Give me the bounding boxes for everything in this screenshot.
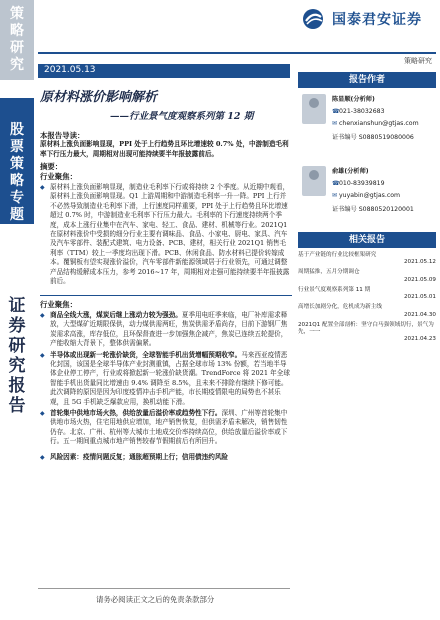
risk-text: 疫情问题反复；通胀超预期上行；信用债违约风险: [82, 452, 229, 461]
analyst-email-row[interactable]: [332, 120, 419, 127]
related-item[interactable]: [298, 322, 436, 343]
related-title[interactable]: 行业景气度观察系列第 11 期: [298, 286, 371, 293]
email-icon: ✉: [332, 192, 338, 199]
analyst-phone: 010-83939819: [339, 180, 385, 187]
analyst-card: [298, 92, 436, 152]
band-mid-label: 股 票 策 略 专 题: [10, 122, 24, 223]
analyst-phone: 021-38032683: [339, 108, 385, 115]
related-heading: 相关报告: [298, 232, 436, 248]
header-rule: [38, 52, 436, 54]
logo-text: 国泰君安证券: [332, 12, 422, 28]
bullet-4-text: 深圳、广州等首轮集中供地市场火热，住宅用地供应增加，地产销售恢复，但供需矛盾未解决，销售韧性仍存。北京、广州、杭州等大城市土地成交价率持续高位，供给放量后溢价率或下行。五一期间重点城市地产销售较春节假期前后有所回升。: [50, 408, 288, 446]
bullet-4: [40, 409, 292, 447]
analyst-cert: 证书编号 S0880519080006: [332, 134, 414, 141]
analysts-heading: 报告作者: [298, 72, 436, 88]
logo-mark-icon: [302, 8, 328, 30]
band-bottom-label: 证 券 研 究 报 告: [8, 296, 26, 416]
related-date: 2021.05.12: [403, 259, 436, 266]
footer-rule: [38, 588, 290, 589]
analyst-email-row[interactable]: [332, 192, 400, 199]
left-side-band: [0, 0, 34, 620]
abstract-title: 摘要：: [40, 162, 63, 172]
related-date: 2021.04.23: [403, 336, 436, 343]
guide-text: 原材料上涨负面影响显现，PPI 处于上行趋势且环比增速较 0.7% 处，中游制造毛利率下行压力最大，周期相对出现可能持续要半年报披露前后。: [40, 140, 289, 158]
page-title: 原材料涨价影响解析: [40, 90, 158, 105]
related-item[interactable]: [298, 252, 436, 265]
bullet-2-title: 商品全线大涨，煤炭后继上涨动力较为强劲。: [50, 310, 182, 319]
related-date: 2021.04.30: [403, 311, 436, 318]
date-bar: [38, 64, 290, 78]
brand-logo: [302, 6, 434, 32]
analyst-phone-row: [332, 180, 385, 187]
bullet-4-title: 首轮集中供地市场火热，供给放量后溢价率或趋势性下行。: [50, 408, 222, 417]
related-title[interactable]: 高增长加剧分化，危机成为新主线: [298, 304, 382, 311]
phone-icon: ☎: [332, 108, 340, 115]
band-top-label: 策 略 研 究: [10, 6, 24, 73]
related-title[interactable]: 基于产业链的行业比较框架研究: [298, 252, 377, 258]
footer-disclaimer: 请务必阅读正文之后的免责条款部分: [96, 595, 215, 604]
bullet-2-text: 夏季用电旺季来临，电厂补库需求释放，大型煤矿近期限保供，动力煤供需两旺，焦炭供需矛盾尚存，目前下游钢厂焦炭需求高涨，库存低位，且环保督查进一步加强焦企减产，焦炭已连续五轮提价，产能收缩大背景下，整体供需偏紧。: [50, 310, 288, 348]
related-item[interactable]: [298, 269, 436, 282]
corner-label: 策略研究: [404, 57, 432, 65]
analysts-panel: [298, 72, 436, 224]
analyst-email[interactable]: chenxianshun@gtjas.com: [339, 120, 419, 127]
industry-title: 行业聚焦：: [40, 171, 77, 181]
related-date: 2021.05.01: [403, 294, 436, 301]
analyst-card: [298, 164, 436, 224]
avatar: [302, 166, 326, 196]
guide-title: 本报告导读：: [40, 131, 85, 140]
report-date: 2021.05.13: [44, 65, 96, 75]
main-content: [40, 128, 292, 462]
risk-title: 风险因素：: [50, 452, 83, 461]
bullet-2: [40, 311, 292, 349]
related-title[interactable]: 周期猛推，五月分期调仓: [298, 269, 360, 276]
phone-icon: ☎: [332, 180, 340, 187]
bullet-3-text: 马来西亚疫情恶化封国，该国是全球半导体产业封测重镇，占据全球市场 13% 份额，若当地半导体企业停工停产，行业或将掀起新一轮涨价缺货潮。TrendForce 将 2021 年全球智能手机出货量同比增速由 9.4% 调降至 8.5%，且未来不排除有继续下修可能。此次调降的原因是因为印度疫情冲击手机产能，市长期疫情限电的局势也不甚乐观，且 5G 手机缺乏爆款应用，换机动能下滑。: [50, 350, 290, 406]
industry-title-2: 行业聚焦：: [40, 295, 292, 309]
related-title[interactable]: 2021Q1 配置全部剖析：坚守白马强领域切行，景气为先，一一: [298, 321, 434, 336]
bullet-3: [40, 351, 292, 407]
related-item[interactable]: [298, 304, 436, 317]
bullet-3-title: 半导体或出现新一轮涨价缺货，全球智能手机出货增幅预期收窄。: [50, 350, 242, 359]
page-subtitle: ——行业景气度观察系列第 12 期: [110, 111, 254, 122]
related-date: 2021.05.09: [403, 276, 436, 283]
analyst-name: 俞雄(分析师): [332, 168, 369, 175]
risk-line: [40, 453, 292, 462]
related-panel: [298, 232, 436, 342]
related-item[interactable]: [298, 287, 436, 300]
analyst-phone-row: [332, 108, 385, 115]
bullet-1: ◆ 原材料上涨负面影响显现，制造业毛利率下行或将持续 2 个季度。从近期中观看，原材料上涨负面影响显现。Q1 上游周期和中游制造毛利率一升一降。PPI 上行并不必然导致制造业毛利率下滑，上行速度同样重要，PPI 处于上行趋势且环比增速超过 0.7% 时，中游制造业毛利率下行压力最大。毛利率的下行速度持续两个季度，成本上涨行业集中在汽车、家电、轻工、食品、建材、机械等行业。2021Q1 在原材料涨价中受损的细分行业主要有调味品、食品、小家电、厨电、家具、汽车及汽车零部件、装配式建筑、电力设备、PCB、建材，相关行业 2021Q1 销售毛利率（TTM）较上一季度均出现下滑。PCB、休闲食品、防水材料已提价转嫁成本。覆铜板有望实现涨价溢价，汽车零部件新能源领域居于行业领先，可通过调整产品结构缓解成本压力，参考 2016~17 年，周期相对走强可能持续要半年报披露前后。: [40, 183, 292, 286]
email-icon: ✉: [332, 120, 338, 127]
analyst-name: 陈显顺(分析师): [332, 96, 375, 103]
analyst-email[interactable]: yuyabin@gtjas.com: [339, 192, 401, 199]
analyst-cert: 证书编号 S0880520120001: [332, 206, 414, 213]
avatar: [302, 94, 326, 124]
